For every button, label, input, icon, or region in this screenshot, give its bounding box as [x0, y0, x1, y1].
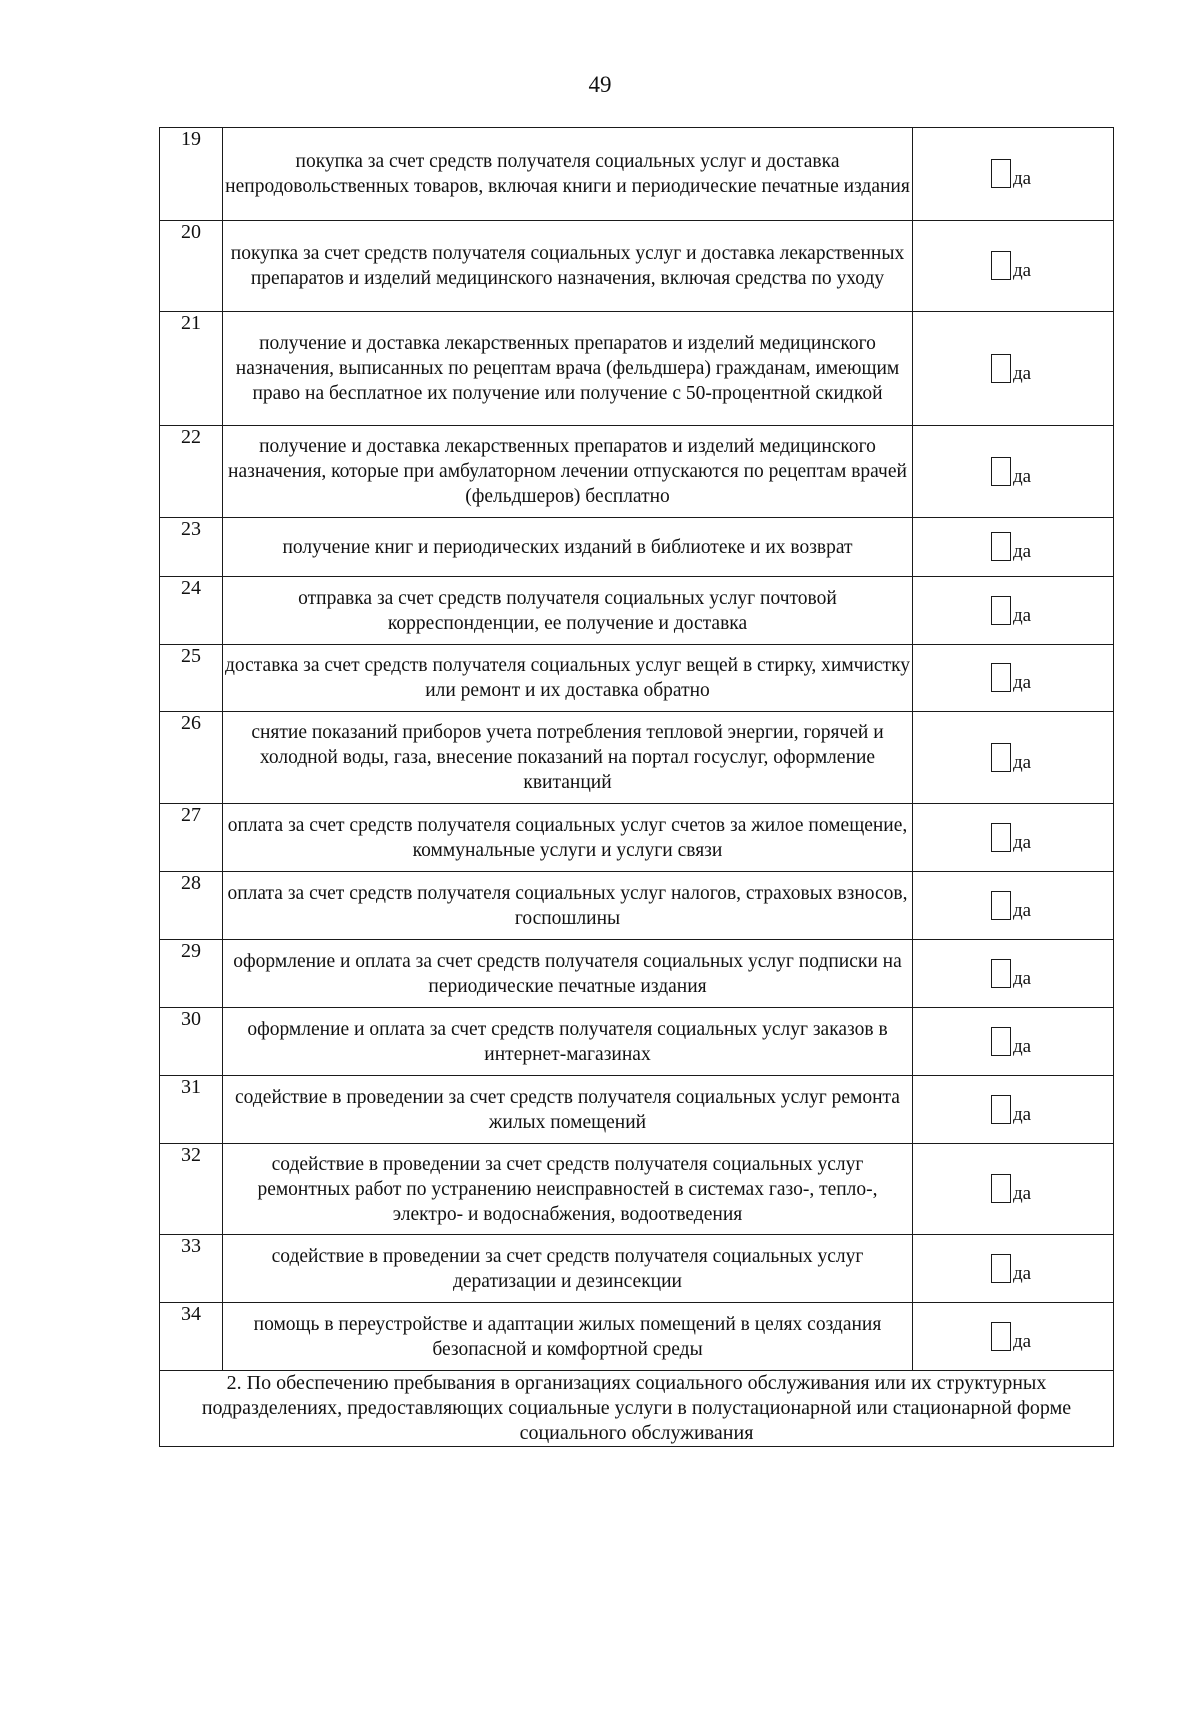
yes-option	[913, 1322, 1113, 1352]
yes-option	[913, 663, 1113, 693]
row-number: 25	[160, 645, 223, 712]
yes-checkbox[interactable]	[991, 959, 1011, 988]
choice-cell	[913, 221, 1114, 312]
row-number: 32	[160, 1144, 223, 1235]
yes-option	[913, 1027, 1113, 1057]
yes-checkbox[interactable]	[991, 457, 1011, 486]
service-row	[160, 712, 1114, 804]
yes-checkbox[interactable]	[991, 354, 1011, 383]
choice-cell	[913, 128, 1114, 221]
service-description: покупка за счет средств получателя социальных услуг и доставка лекарственных препаратов и изделий медицинского назначения, включая средства по уходу	[223, 221, 913, 312]
yes-option	[913, 891, 1113, 921]
service-row	[160, 1008, 1114, 1076]
yes-option	[913, 251, 1113, 281]
choice-cell	[913, 1144, 1114, 1235]
service-row	[160, 1235, 1114, 1303]
service-description: помощь в переустройстве и адаптации жилых помещений в целях создания безопасной и комфортной среды	[223, 1303, 913, 1371]
service-row	[160, 577, 1114, 645]
yes-option	[913, 596, 1113, 626]
yes-label: да	[1013, 1183, 1032, 1204]
choice-cell	[913, 1303, 1114, 1371]
yes-checkbox[interactable]	[991, 823, 1011, 852]
yes-label: да	[1013, 967, 1032, 989]
service-row	[160, 1076, 1114, 1144]
row-number: 31	[160, 1076, 223, 1144]
service-row	[160, 804, 1114, 872]
yes-label: да	[1013, 899, 1032, 921]
yes-label: да	[1013, 465, 1032, 487]
yes-label: да	[1013, 260, 1032, 281]
section-row	[160, 1371, 1114, 1447]
choice-cell	[913, 940, 1114, 1008]
choice-cell	[913, 518, 1114, 577]
yes-checkbox[interactable]	[991, 1095, 1011, 1124]
service-row	[160, 128, 1114, 221]
service-description: содействие в проведении за счет средств получателя социальных услуг ремонтных работ по устранению неисправностей в системах газо-, тепло-, электро- и водоснабжения, водоотведения	[223, 1144, 913, 1235]
yes-option	[913, 1174, 1113, 1204]
page-number: 49	[588, 72, 612, 97]
service-description: содействие в проведении за счет средств получателя социальных услуг дератизации и дезинсекции	[223, 1235, 913, 1303]
yes-checkbox[interactable]	[991, 532, 1011, 561]
row-number: 33	[160, 1235, 223, 1303]
service-row	[160, 1144, 1114, 1235]
yes-option	[913, 457, 1113, 487]
yes-option	[913, 959, 1113, 989]
row-number: 22	[160, 426, 223, 518]
choice-cell	[913, 1235, 1114, 1303]
yes-option	[913, 159, 1113, 189]
yes-checkbox[interactable]	[991, 1254, 1011, 1283]
yes-option	[913, 532, 1113, 562]
choice-cell	[913, 712, 1114, 804]
yes-label: да	[1013, 168, 1032, 189]
row-number: 23	[160, 518, 223, 577]
choice-cell	[913, 577, 1114, 645]
yes-checkbox[interactable]	[991, 743, 1011, 772]
row-number: 27	[160, 804, 223, 872]
service-description: оформление и оплата за счет средств получателя социальных услуг заказов в интернет-магазинах	[223, 1008, 913, 1076]
choice-cell	[913, 872, 1114, 940]
row-number: 21	[160, 312, 223, 426]
choice-cell	[913, 1008, 1114, 1076]
choice-cell	[913, 426, 1114, 518]
yes-option	[913, 1095, 1113, 1125]
service-row	[160, 221, 1114, 312]
yes-checkbox[interactable]	[991, 596, 1011, 625]
service-description: оплата за счет средств получателя социальных услуг счетов за жилое помещение, коммунальные услуги и услуги связи	[223, 804, 913, 872]
service-row	[160, 426, 1114, 518]
service-row	[160, 312, 1114, 426]
service-description: получение и доставка лекарственных препаратов и изделий медицинского назначения, которые при амбулаторном лечении отпускаются по рецептам врачей (фельдшеров) бесплатно	[223, 426, 913, 518]
service-description: покупка за счет средств получателя социальных услуг и доставка непродовольственных товаров, включая книги и периодические печатные издания	[223, 128, 913, 221]
service-row	[160, 1303, 1114, 1371]
yes-option	[913, 823, 1113, 853]
yes-checkbox[interactable]	[991, 1174, 1011, 1203]
section-footer	[160, 1371, 1114, 1447]
choice-cell	[913, 804, 1114, 872]
yes-label: да	[1013, 1103, 1032, 1125]
row-number: 30	[160, 1008, 223, 1076]
service-description: отправка за счет средств получателя социальных услуг почтовой корреспонденции, ее получение и доставка	[223, 577, 913, 645]
row-number: 26	[160, 712, 223, 804]
yes-label: да	[1013, 1330, 1032, 1352]
yes-checkbox[interactable]	[991, 1322, 1011, 1351]
service-description: снятие показаний приборов учета потребления тепловой энергии, горячей и холодной воды, газа, внесение показаний на портал госуслуг, оформление квитанций	[223, 712, 913, 804]
yes-option	[913, 1254, 1113, 1284]
row-number: 24	[160, 577, 223, 645]
service-description: содействие в проведении за счет средств получателя социальных услуг ремонта жилых помещений	[223, 1076, 913, 1144]
row-number: 20	[160, 221, 223, 312]
yes-checkbox[interactable]	[991, 663, 1011, 692]
yes-checkbox[interactable]	[991, 159, 1011, 188]
yes-label: да	[1013, 541, 1032, 562]
service-row	[160, 645, 1114, 712]
choice-cell	[913, 1076, 1114, 1144]
yes-label: да	[1013, 362, 1032, 384]
services-table-body	[160, 128, 1114, 1371]
row-number: 29	[160, 940, 223, 1008]
yes-label: да	[1013, 1262, 1032, 1284]
yes-checkbox[interactable]	[991, 1027, 1011, 1056]
choice-cell	[913, 312, 1114, 426]
yes-checkbox[interactable]	[991, 891, 1011, 920]
section-heading: 2. По обеспечению пребывания в организациях социального обслуживания или их структурных подразделениях, предоставляющих социальные услуги в полустационарной или стационарной форме социального обслуживания	[160, 1371, 1114, 1447]
services-table	[159, 127, 1114, 1447]
yes-label: да	[1013, 831, 1032, 853]
service-description: оформление и оплата за счет средств получателя социальных услуг подписки на периодические печатные издания	[223, 940, 913, 1008]
yes-label: да	[1013, 672, 1032, 693]
yes-label: да	[1013, 751, 1032, 773]
row-number: 19	[160, 128, 223, 221]
service-description: оплата за счет средств получателя социальных услуг налогов, страховых взносов, госпошлины	[223, 872, 913, 940]
choice-cell	[913, 645, 1114, 712]
service-row	[160, 518, 1114, 577]
yes-label: да	[1013, 1035, 1032, 1057]
yes-label: да	[1013, 604, 1032, 626]
service-description: получение книг и периодических изданий в библиотеке и их возврат	[223, 518, 913, 577]
row-number: 34	[160, 1303, 223, 1371]
service-row	[160, 872, 1114, 940]
service-description: получение и доставка лекарственных препаратов и изделий медицинского назначения, выписанных по рецептам врача (фельдшера) гражданам, имеющим право на бесплатное их получение или получение с 50-процентной скидкой	[223, 312, 913, 426]
service-row	[160, 940, 1114, 1008]
yes-option	[913, 354, 1113, 384]
row-number: 28	[160, 872, 223, 940]
yes-option	[913, 743, 1113, 773]
yes-checkbox[interactable]	[991, 251, 1011, 280]
service-description: доставка за счет средств получателя социальных услуг вещей в стирку, химчистку или ремонт и их доставка обратно	[223, 645, 913, 712]
